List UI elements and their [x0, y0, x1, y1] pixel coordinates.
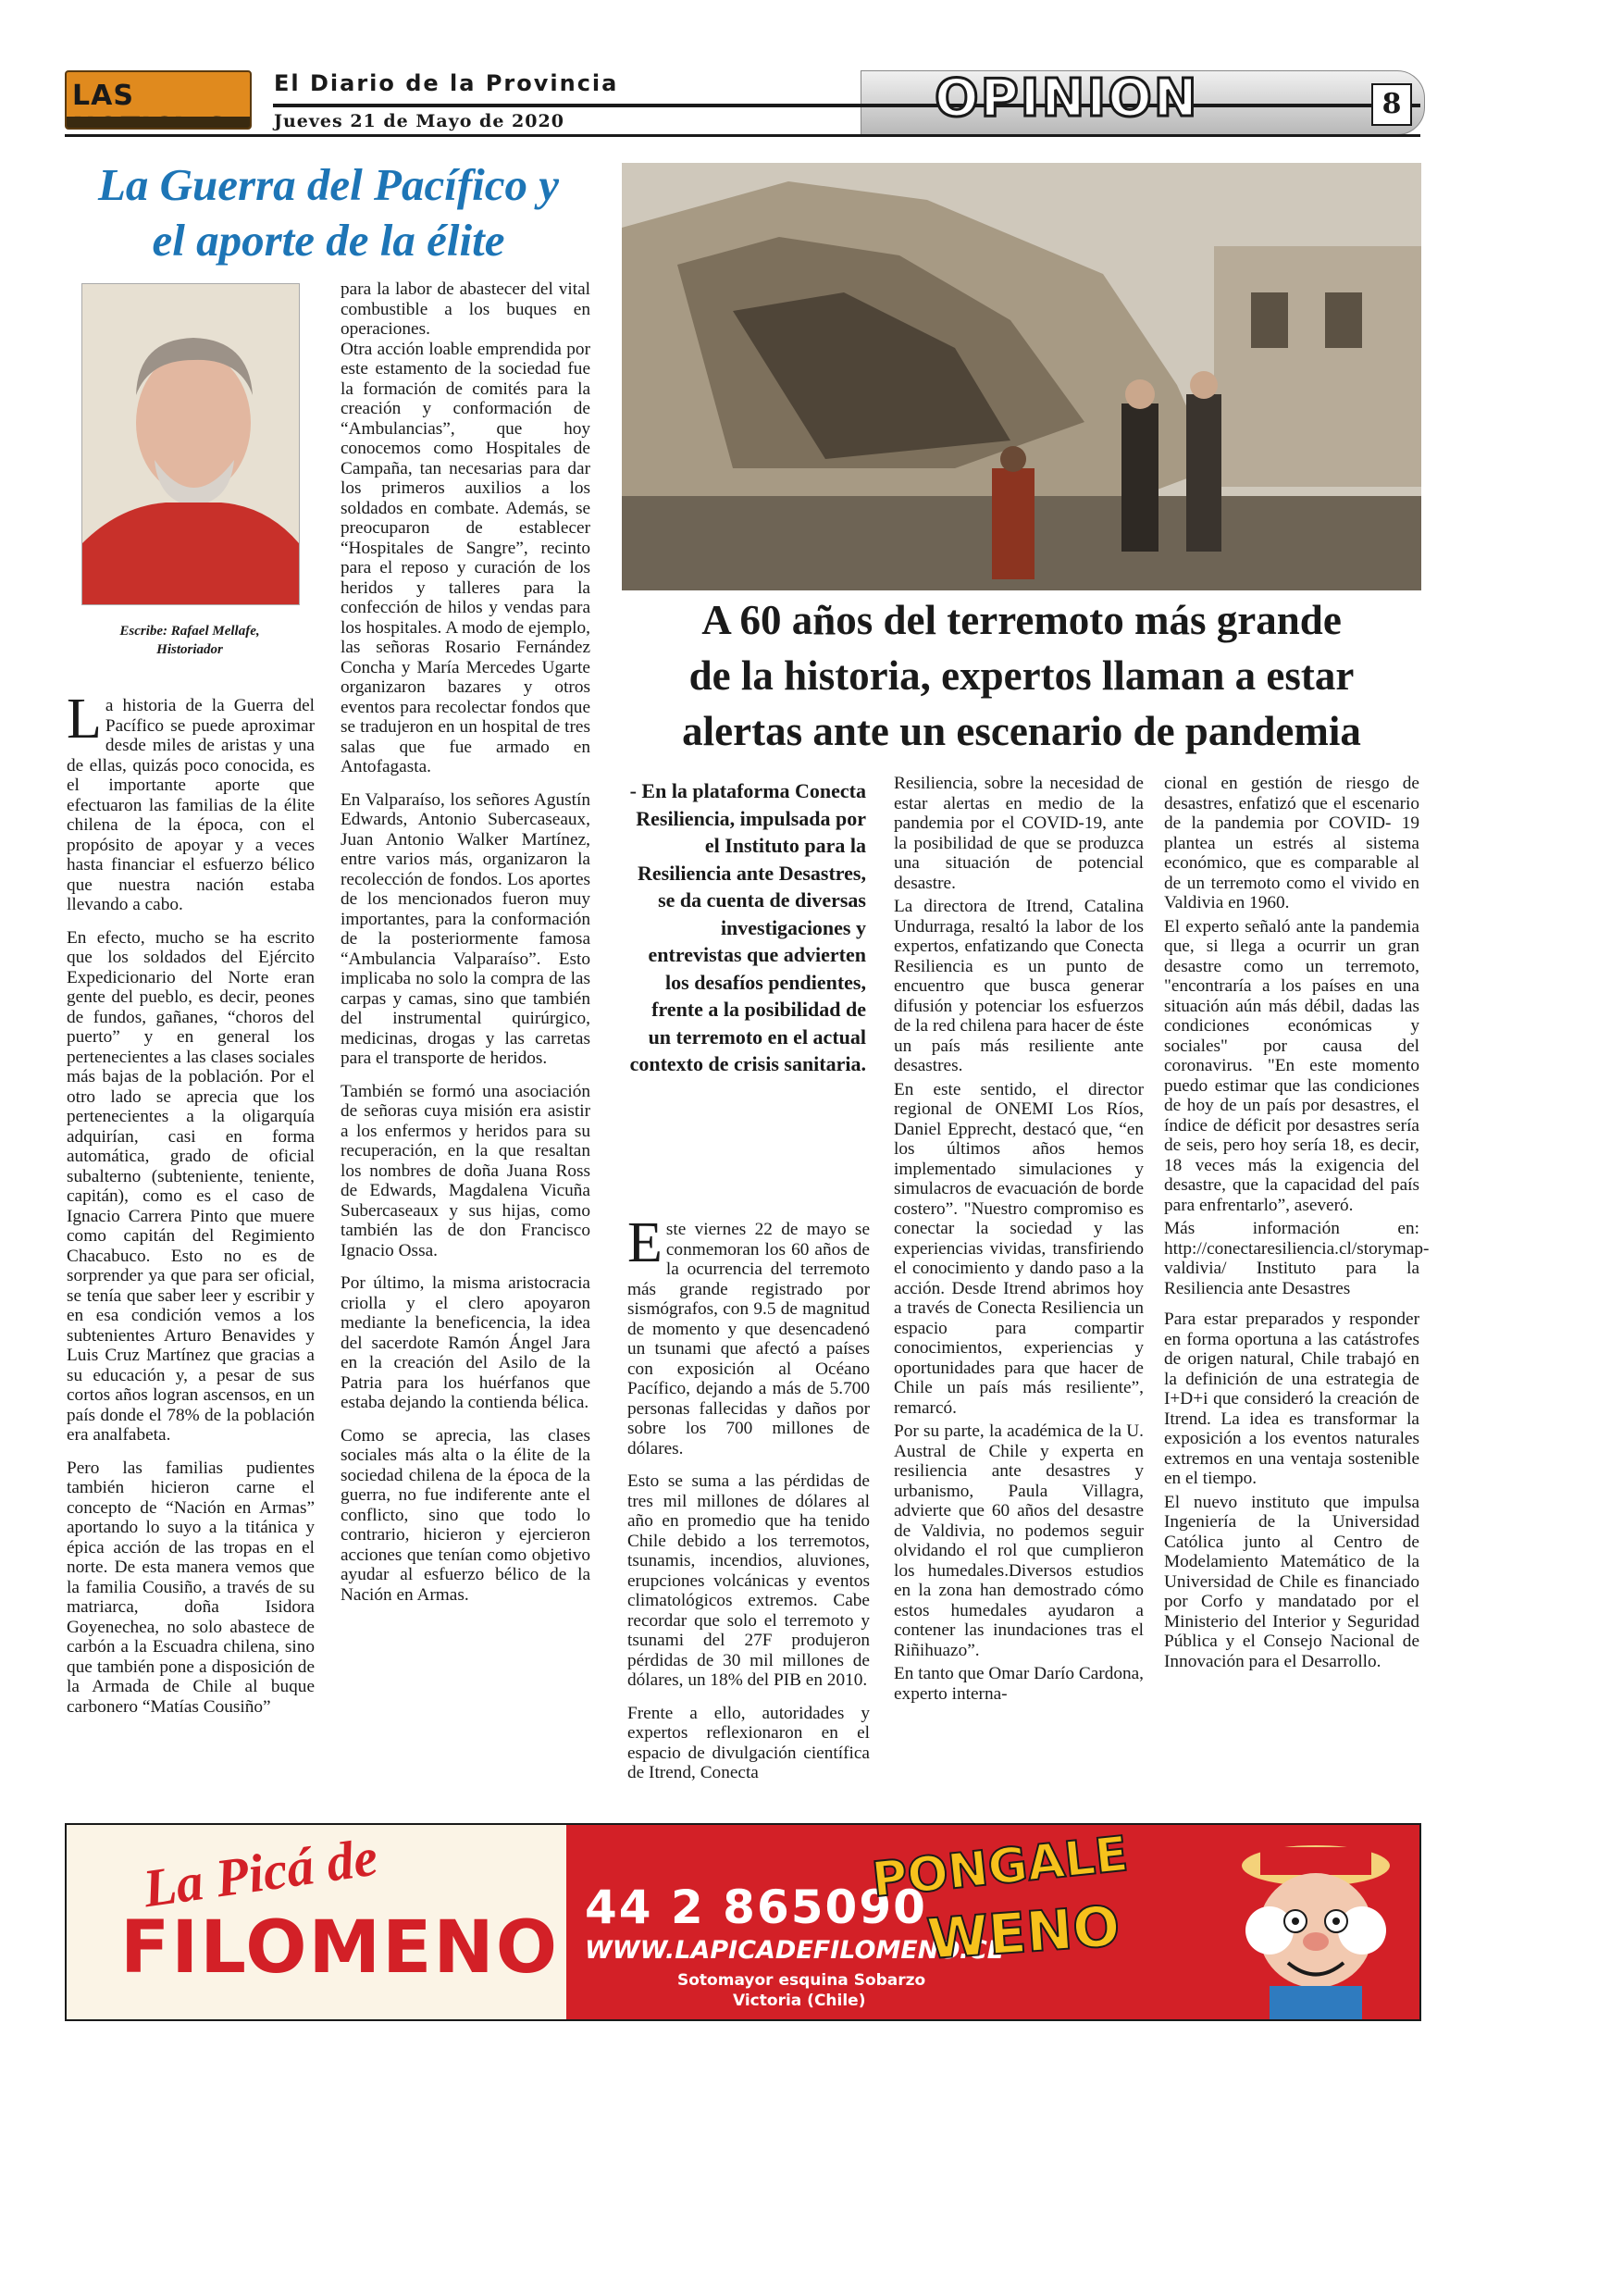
logo-strip	[67, 117, 250, 128]
opinion-column-1	[67, 688, 315, 1730]
paragraph: Frente a ello, autoridades y expertos reflexionaron en el espacio de divulgación científica de Itrend, Conecta	[627, 1703, 870, 1782]
earthquake-photo	[622, 163, 1421, 590]
paragraph: Para estar preparados y responder en forma oportuna a las catástrofes de origen natural, Chile trabajó en la definición de una estrategia de I+D+i que consideró la creación de Itrend. La idea es transformar la exposición a los eventos naturales extremos en una ventaja sostenible en el tiempo.	[1164, 1309, 1419, 1488]
paragraph: Resiliencia, sobre la necesidad de estar alertas en medio de la pandemia por el COVID-19, ante la posibilidad de que se produzca una situación de potencial desastre.	[894, 774, 1144, 893]
ad-address-line-2: Victoria (Chile)	[733, 1992, 866, 2010]
paragraph: En tanto que Omar Darío Cardona, experto interna-	[894, 1664, 1144, 1704]
headline-line-1: A 60 años del terremoto más grande	[701, 597, 1342, 643]
ad-slogan-line-2: WENO	[924, 1893, 1122, 1973]
paragraph: Como se aprecia, las clases sociales más alta o la élite de la sociedad chilena de la época de la guerra, no fue indiferente ante el conflicto, sino que todo lo contrario, hicieron y ejercieron acciones que tenían como objetivo ayudar al esfuerzo bélico de la Nación en Armas.	[341, 1425, 590, 1605]
ad-phone: 44 2 865090	[585, 1880, 927, 1934]
ad-brand-line-1: La Picá de	[139, 1826, 381, 1919]
paragraph: El nuevo instituto que impulsa Ingeniería de la Universidad Católica junto al Centro de Modelamiento Matemático de la Universidad de Chile es financiado por Corfo y mandatado por el Ministerio del Interior y Seguridad Pública y el Consejo Nacional de Innovación para el Desarrollo.	[1164, 1492, 1419, 1671]
author-caption	[81, 622, 298, 659]
opinion-column-2	[341, 279, 590, 1618]
caption-line-2: Historiador	[156, 642, 223, 657]
article-column-3	[1164, 774, 1430, 1684]
caption-line-1: Escribe: Rafael Mellafe,	[119, 624, 260, 639]
paragraph: Por su parte, la académica de la U. Austral de Chile y experta en resiliencia ante desastres y urbanismo, Paula Villagra, advierte que 60 años del desastre de Valdivia, no podemos seguir olvidando el rol que cumplieron los humedales.Diversos estudios en la zona han demostrado cómo estos humedales ayudaron a contener las inundaciones tras el Riñihuazo”.	[894, 1421, 1144, 1660]
paper-name: El Diario de la Provincia	[274, 70, 619, 96]
paragraph: En Valparaíso, los señores Agustín Edwards, Antonio Subercaseaux, Juan Antonio Walker Martínez, entre varios más, organizaron la recolección de fondos. Los aportes de los mencionados fueron muy importantes, para la conformación de la posteriormente famosa “Ambulancia Valparaíso”. Esto implicaba no solo la compra de las carpas y camas, sino que también del instrumental quirúrgico, medicinas, drogas y las carretas para el transporte de heridos.	[341, 789, 590, 1068]
paragraph: Este viernes 22 de mayo se conmemoran los 60 años de la ocurrencia del terremoto más grande registrado por sismógrafos, con 9.5 de magnitud de momento y que desencadenó un tsunami que afectó a países con exposición al Océano Pacífico, dejando a más de 5.700 personas fallecidas y daños por sobre los 700 millones de dólares.	[627, 1211, 870, 1458]
logo-text: LAS	[72, 80, 134, 112]
opinion-article-title	[56, 157, 601, 268]
paragraph: Pero las familias pudientes también hicieron carne el concepto de “Nación en Armas” aportando lo suyo a la titánica y épica acción de las tropas en el norte. De esta manera vemos que la familia Cousiño, a través de su matriarca, doña Isidora Goyenechea, no solo abastece de carbón a la Escuadra chilena, sino que también pone a disposición de la Armada de Chile al buque carbonero “Matías Cousiño”	[67, 1458, 315, 1717]
newspaper-logo	[65, 70, 252, 130]
paragraph: En este sentido, el director regional de ONEMI Los Ríos, Daniel Epprecht, destacó que, “en los últimos años hemos implementado simulaciones y simulacros de evacuación de borde costero”. "Nuestro compromiso es conectar la sociedad y las experiencias vividas, transfiriendo el conocimiento y dando paso a la acción. Desde Itrend abrimos hoy a través de Conecta Resiliencia un espacio para compartir conocimientos, experiencias y oportunidades para que hacer de Chile un país más resiliente”, remarcó.	[894, 1079, 1144, 1418]
paragraph: También se formó una asociación de señoras cuya misión era asistir a los enfermos y heridos para su recuperación, en la que resaltan los nombres de doña Juana Ross de Edwards, Magdalena Vicuña Subercaseaux y sus hijas, como también las de don Francisco Ignacio Ossa.	[341, 1081, 590, 1260]
paragraph: cional en gestión de riesgo de desastres, enfatizó que el escenario de la pandemia por COVID- 19 plantea un estrés al sistema económico, que es comparable al de un terremoto como el vivido en Valdivia en 1960.	[1164, 774, 1419, 912]
advertisement-banner[interactable]	[65, 1823, 1421, 2021]
section-title: OPINION	[935, 68, 1199, 129]
header-rule	[273, 104, 1420, 107]
page-number: 8	[1371, 83, 1412, 126]
header-rule-bottom	[65, 134, 1420, 137]
main-article-headline	[622, 592, 1421, 759]
chef-mascot-icon	[1214, 1829, 1418, 2019]
headline-line-3: alertas ante un escenario de pandemia	[682, 708, 1361, 754]
ad-brand-line-2: FILOMENO	[120, 1906, 560, 1990]
article-lead: - En la plataforma Conecta Resiliencia, impulsada por el Instituto para la Resiliencia ante Desastres, se da cuenta de diversas investigaciones y entrevistas que advierten los desafíos pendientes, frente a la posibilidad de un terremoto en el actual contexto de crisis sanitaria.	[629, 779, 866, 1075]
paragraph: Esto se suma a las pérdidas de tres mil millones de dólares al año en promedio que ha tenido Chile debido a los terremotos, tsunamis, incendios, aluviones, erupciones volcánicas y eventos climatológicos extremos. Cabe recordar que solo el terremoto y tsunami del 27F produjeron pérdidas de 30 mil millones de dólares, un 18% del PIB en 2010.	[627, 1471, 870, 1690]
paragraph: Por último, la misma aristocracia criolla y el clero apoyaron mediante la beneficencia, la idea del sacerdote Ramón Ángel Jara en la creación del Asilo de la Patria para los huérfanos que estaba dejando la contienda bélica.	[341, 1273, 590, 1412]
opinion-title-line-1: La Guerra del Pacífico y	[97, 159, 560, 210]
opinion-title-line-2: el aporte de la élite	[152, 215, 505, 266]
paragraph: La directora de Itrend, Catalina Undurraga, resaltó la labor de los expertos, enfatizando que Conecta Resiliencia es un punto de encuentro que busca generar difusión y potenciar los esfuerzos de la red chilena para hacer de éste un país más resiliente ante desastres.	[894, 897, 1144, 1075]
ad-url-link[interactable]: WWW.LAPICADEFILOMENO.CL	[585, 1936, 1003, 1965]
author-portrait	[81, 283, 300, 605]
paragraph: El experto señaló ante la pandemia que, si llega a ocurrir un gran desastre como un terremoto, "encontraría a los países en una situación aún más débil, dadas las condiciones económicas y sociales" por causa del coronavirus. "En este momento puedo estimar que las condiciones de hoy de un país por desastres, el índice de déficit por desastres sería de seis, pero hoy sería 18, es decir, 18 veces más la exigencia del desastre, que la capacidad del país para enfrentarlo”, aseveró.	[1164, 916, 1419, 1215]
article-column-2	[894, 774, 1144, 1717]
headline-line-2: de la historia, expertos llaman a estar	[688, 652, 1355, 699]
article-column-1	[627, 1211, 870, 1796]
paragraph: La historia de la Guerra del Pacífico se puede aproximar desde miles de aristas y una de ellas, quizás poco conocida, es el importante aporte que efectuaron las familias de la élite chilena de la época, con el propósito de apoyar y a veces hasta financiar el esfuerzo bélico que nuestra nación estaba llevando a cabo.	[67, 688, 315, 914]
paragraph: para la labor de abastecer del vital combustible a los buques en operaciones.	[341, 279, 590, 339]
paragraph: En efecto, mucho se ha escrito que los soldados del Ejército Expedicionario del Norte eran gente del pueblo, es decir, peones de fundos, gañanes, “choros del puerto” y en general los pertenecientes a las clases sociales más bajas de la población. Por el otro lado se aprecia que los pertenecientes a la oligarquía adquirían, casi en forma automática, grado de oficial subalterno (subteniente, teniente, capitán), como es el caso de Ignacio Carrera Pinto que muere como capitán del Regimiento Chacabuco. Esto no es de sorprender ya que para ser oficial, se tenía que saber leer y escribir y en esa condición vemos a los subtenientes Arturo Benavides y Luis Cruz Martínez que gracias a su educación y, a pesar de sus cortos años logran ascensos, en un país donde el 78% de la población era analfabeta.	[67, 927, 315, 1445]
paragraph: Otra acción loable emprendida por este estamento de la sociedad fue la formación de comités para la creación y conformación de “Ambulancias”, que hoy conocemos como Hospitales de Campaña, tan necesarias para dar los primeros auxilios a los soldados en combate. Además, se preocuparon de establecer “Hospitales de Sangre”, recinto para el reposo y curación de los heridos y talleres para la confección de hilos y vendas para los hospitales. A modo de ejemplo, las señoras Rosario Fernández Concha y María Mercedes Ugarte organizaron bazares y otros eventos para recolectar fondos que se tradujeron en un hospital de tres salas que fue armado en Antofagasta.	[341, 339, 590, 776]
issue-date: Jueves 21 de Mayo de 2020	[274, 111, 564, 131]
ad-address-line-1: Sotomayor esquina Sobarzo	[677, 1971, 926, 1990]
ad-slogan-line-1: PONGALE	[869, 1826, 1131, 1909]
paragraph: Más información en: http://conectaresiliencia.cl/storymap-valdivia/ Instituto para la Resiliencia ante Desastres	[1164, 1219, 1430, 1298]
